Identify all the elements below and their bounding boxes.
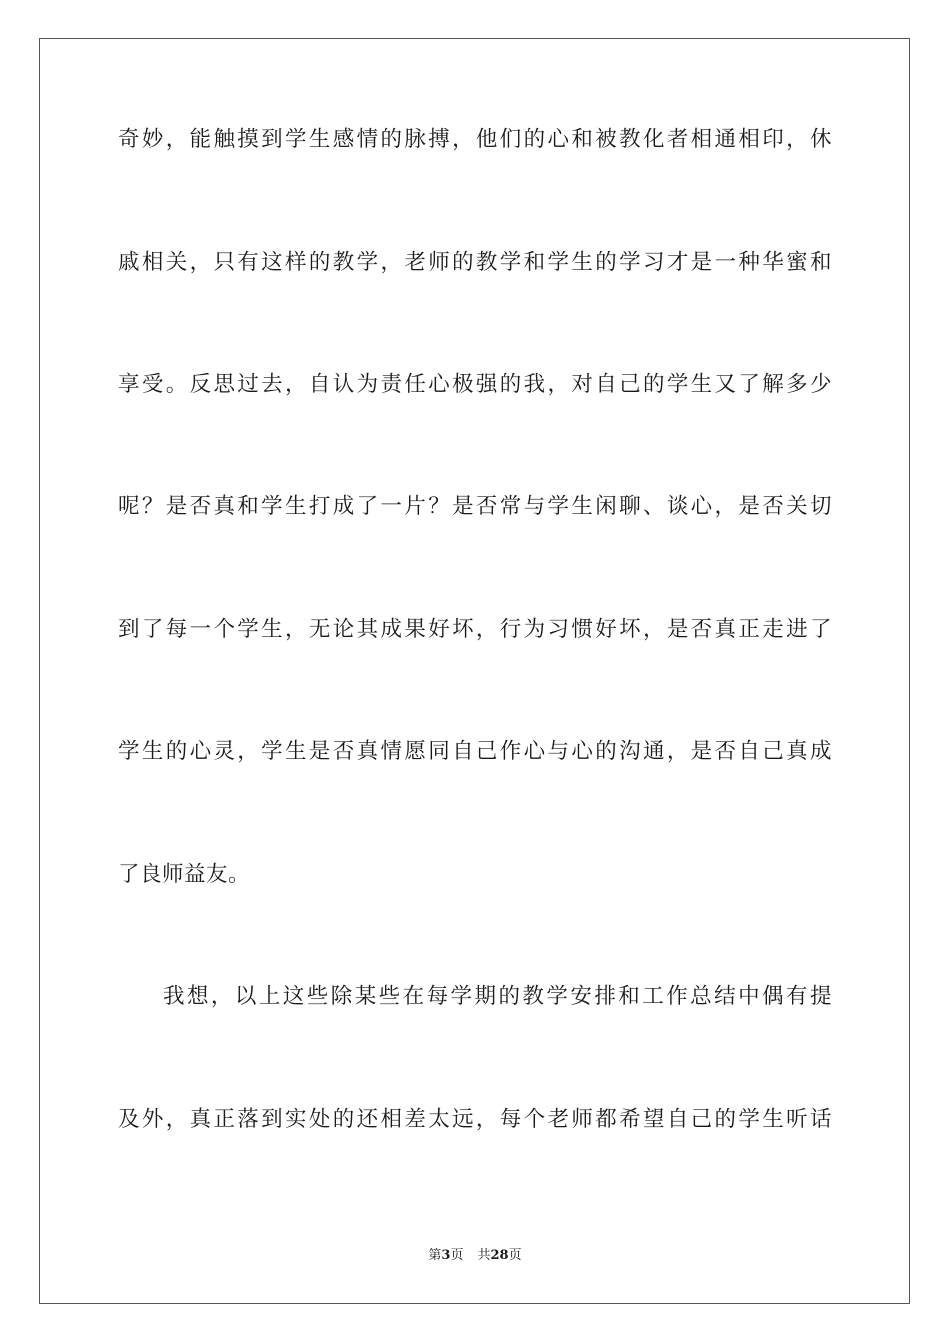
footer-total-prefix: 共 <box>477 1248 491 1263</box>
text-line: 到了每一个学生，无论其成果好坏，行为习惯好坏，是否真正走进了 <box>118 617 832 642</box>
footer-page-unit: 页 <box>450 1248 464 1263</box>
text-line: 奇妙，能触摸到学生感情的脉搏，他们的心和被教化者相通相印，休 <box>118 127 832 152</box>
text-line: 呢？是否真和学生打成了一片？是否常与学生闲聊、谈心，是否关切 <box>118 494 832 519</box>
text-line: 了良师益友。 <box>118 862 251 887</box>
text-line: 学生的心灵，学生是否真情愿同自己作心与心的沟通，是否自己真成 <box>118 739 832 764</box>
footer-page-number: 3 <box>441 1248 451 1263</box>
footer-total-unit: 页 <box>508 1248 522 1263</box>
text-line: 享受。反思过去，自认为责任心极强的我，对自己的学生又了解多少 <box>118 372 832 397</box>
footer-page-prefix: 第 <box>428 1248 442 1263</box>
footer-total-pages: 28 <box>490 1248 509 1263</box>
text-line: 我想，以上这些除某些在每学期的教学安排和工作总结中偶有提 <box>163 984 832 1009</box>
text-line: 及外，真正落到实处的还相差太远，每个老师都希望自己的学生听话 <box>118 1107 832 1132</box>
text-line: 戚相关，只有这样的教学，老师的教学和学生的学习才是一种华蜜和 <box>118 250 832 275</box>
page-footer <box>0 1248 950 1264</box>
